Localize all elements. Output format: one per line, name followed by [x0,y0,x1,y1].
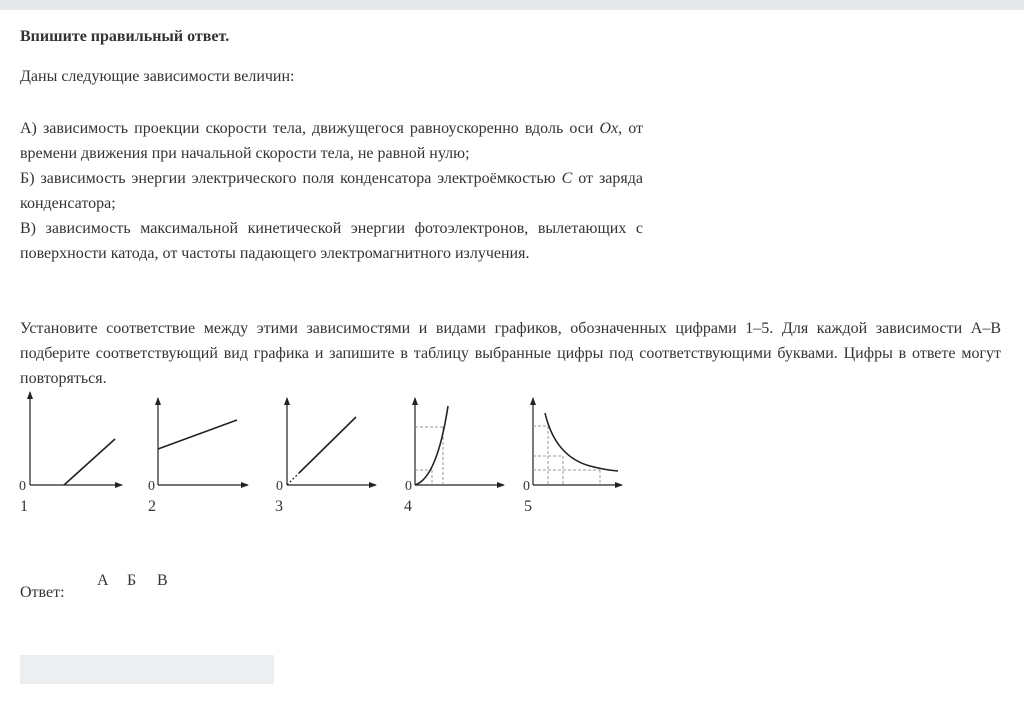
graph-5 [523,398,622,515]
answer-letter-v: В [157,572,168,589]
graph-4-origin: 0 [405,479,412,494]
graph-2-curve [158,420,237,449]
intro-text: Даны следующие зависимости величин: [20,68,295,85]
graph-5-origin: 0 [523,479,530,494]
graph-5-curve [545,413,618,471]
graph-3 [275,398,376,515]
task-text: Установите соответствие между этими зависимостями и видами графиков, обозначенных цифрами 1–5. Для каждой зависимости А–В подберите соответствующий вид графика и запишите в таблицу выбранные цифры под соответствующими буквами. Цифры в ответе могут повторяться. [20,320,1001,387]
graph-2 [148,398,248,515]
graph-5-number: 5 [524,498,532,515]
answer-letter-a: А [97,572,109,589]
graphs-figure [0,388,660,528]
graph-3-number: 3 [275,498,283,515]
answer-input[interactable] [20,655,274,684]
dependencies-list [20,116,643,266]
answer-label: Ответ: [20,584,65,601]
answer-letters [97,572,187,590]
top-bar [0,0,1024,10]
graph-3-origin: 0 [276,479,283,494]
graph-1-origin: 0 [19,479,26,494]
graph-1-number: 1 [20,498,28,515]
graph-4-number: 4 [404,498,412,515]
graph-2-number: 2 [148,498,156,515]
dependency-v: В) зависимость максимальной кинетической энергии фотоэлектронов, вылетающих с поверхности катода, от частоты падающего электромагнитного излучения. [20,220,643,262]
graph-3-curve [299,417,356,473]
dependency-a: А) зависимость проекции скорости тела, движущегося равноускоренно вдоль оси Ox, от времени движения при начальной скорости тела, не равной нулю; [20,120,644,162]
graph-2-origin: 0 [148,479,155,494]
graph-1 [19,392,122,515]
task-instruction: Впишите правильный ответ. [20,28,230,45]
graph-3-extrapolation [287,473,299,485]
graph-4 [404,398,504,515]
answer-letter-b: Б [127,572,137,589]
graph-1-curve [64,439,115,485]
dependency-b: Б) зависимость энергии электрического поля конденсатора электроёмкостью C от заряда конденсатора; [20,170,643,212]
